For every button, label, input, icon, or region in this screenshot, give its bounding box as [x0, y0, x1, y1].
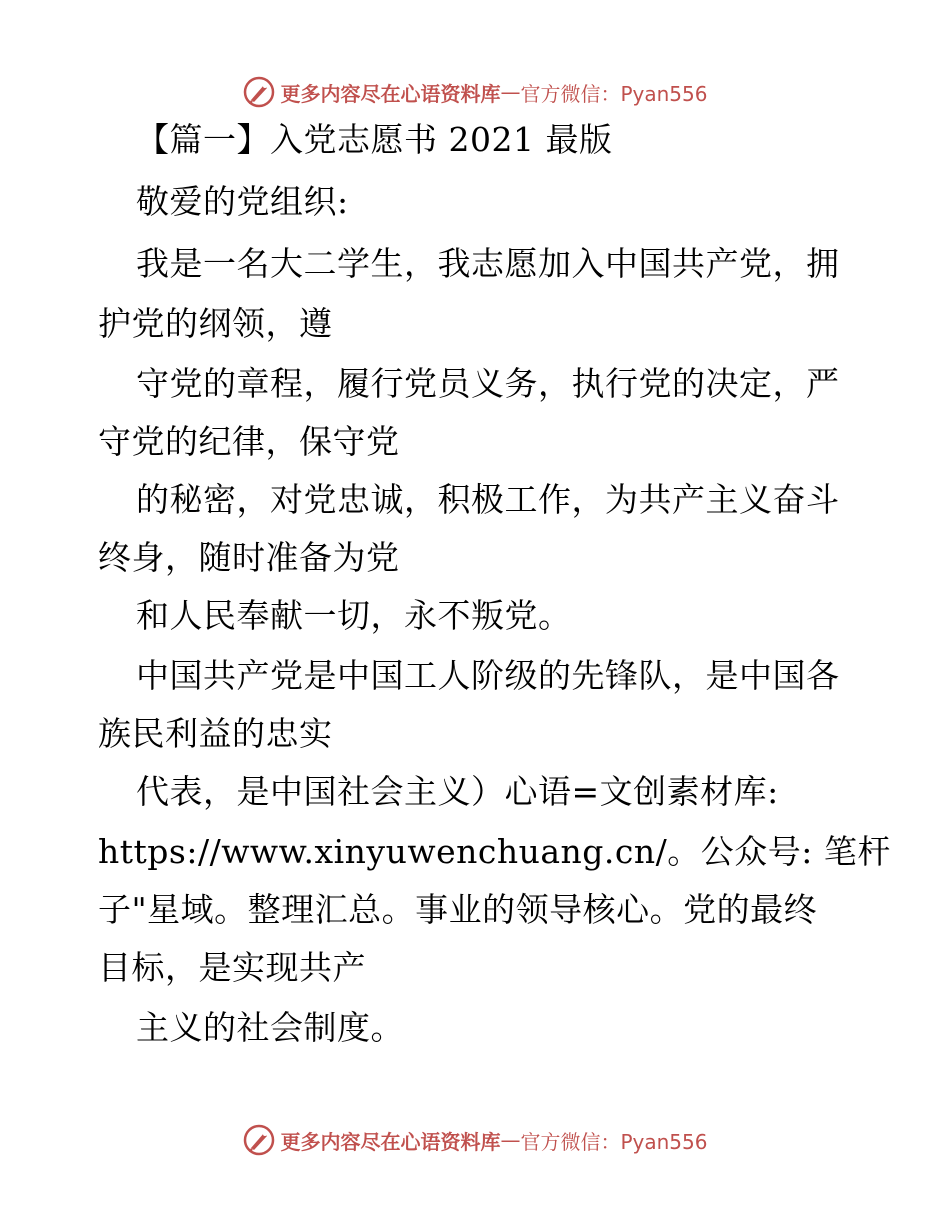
paragraph-line: 主义的社会制度。: [136, 1008, 404, 1047]
document-title: 【篇一】入党志愿书 2021 最版: [136, 120, 613, 159]
paragraph-line: 护党的纲领，遵: [98, 304, 333, 343]
pen-nib-logo-icon: [242, 75, 276, 109]
paragraph-line: 族民利益的忠实: [98, 714, 333, 753]
paragraph-line: 守党的纪律，保守党: [98, 422, 400, 461]
paragraph-line: 的秘密，对党忠诚，积极工作，为共产主义奋斗: [136, 480, 840, 519]
paragraph-line: https://www.xinyuwenchuang.cn/。公众号: 笔杆: [98, 832, 891, 871]
watermark-text: 更多内容尽在心语资料库: [280, 1129, 501, 1154]
watermark-separator: —: [500, 1128, 521, 1152]
paragraph-line: 目标，是实现共产: [98, 948, 366, 987]
watermark-separator: —: [500, 80, 521, 104]
paragraph-line: 中国共产党是中国工人阶级的先锋队，是中国各: [136, 656, 840, 695]
salutation: 敬爱的党组织:: [136, 182, 349, 221]
paragraph-line: 代表，是中国社会主义）心语=文创素材库:: [136, 772, 779, 811]
paragraph-line: 守党的章程，履行党员义务，执行党的决定，严: [136, 364, 840, 403]
watermark-contact: 官方微信：Pyan556: [520, 81, 708, 106]
watermark-contact: 官方微信：Pyan556: [520, 1129, 708, 1154]
watermark-text: 更多内容尽在心语资料库: [280, 81, 501, 106]
paragraph-line: 我是一名大二学生，我志愿加入中国共产党，拥: [136, 244, 840, 283]
paragraph-line: 终身，随时准备为党: [98, 538, 400, 577]
paragraph-line: 子"星域。整理汇总。事业的领导核心。党的最终: [98, 890, 818, 929]
pen-nib-logo-icon: [242, 1123, 276, 1157]
footer-watermark: [0, 1120, 950, 1160]
paragraph-line: 和人民奉献一切，永不叛党。: [136, 596, 572, 635]
header-watermark: [0, 72, 950, 112]
